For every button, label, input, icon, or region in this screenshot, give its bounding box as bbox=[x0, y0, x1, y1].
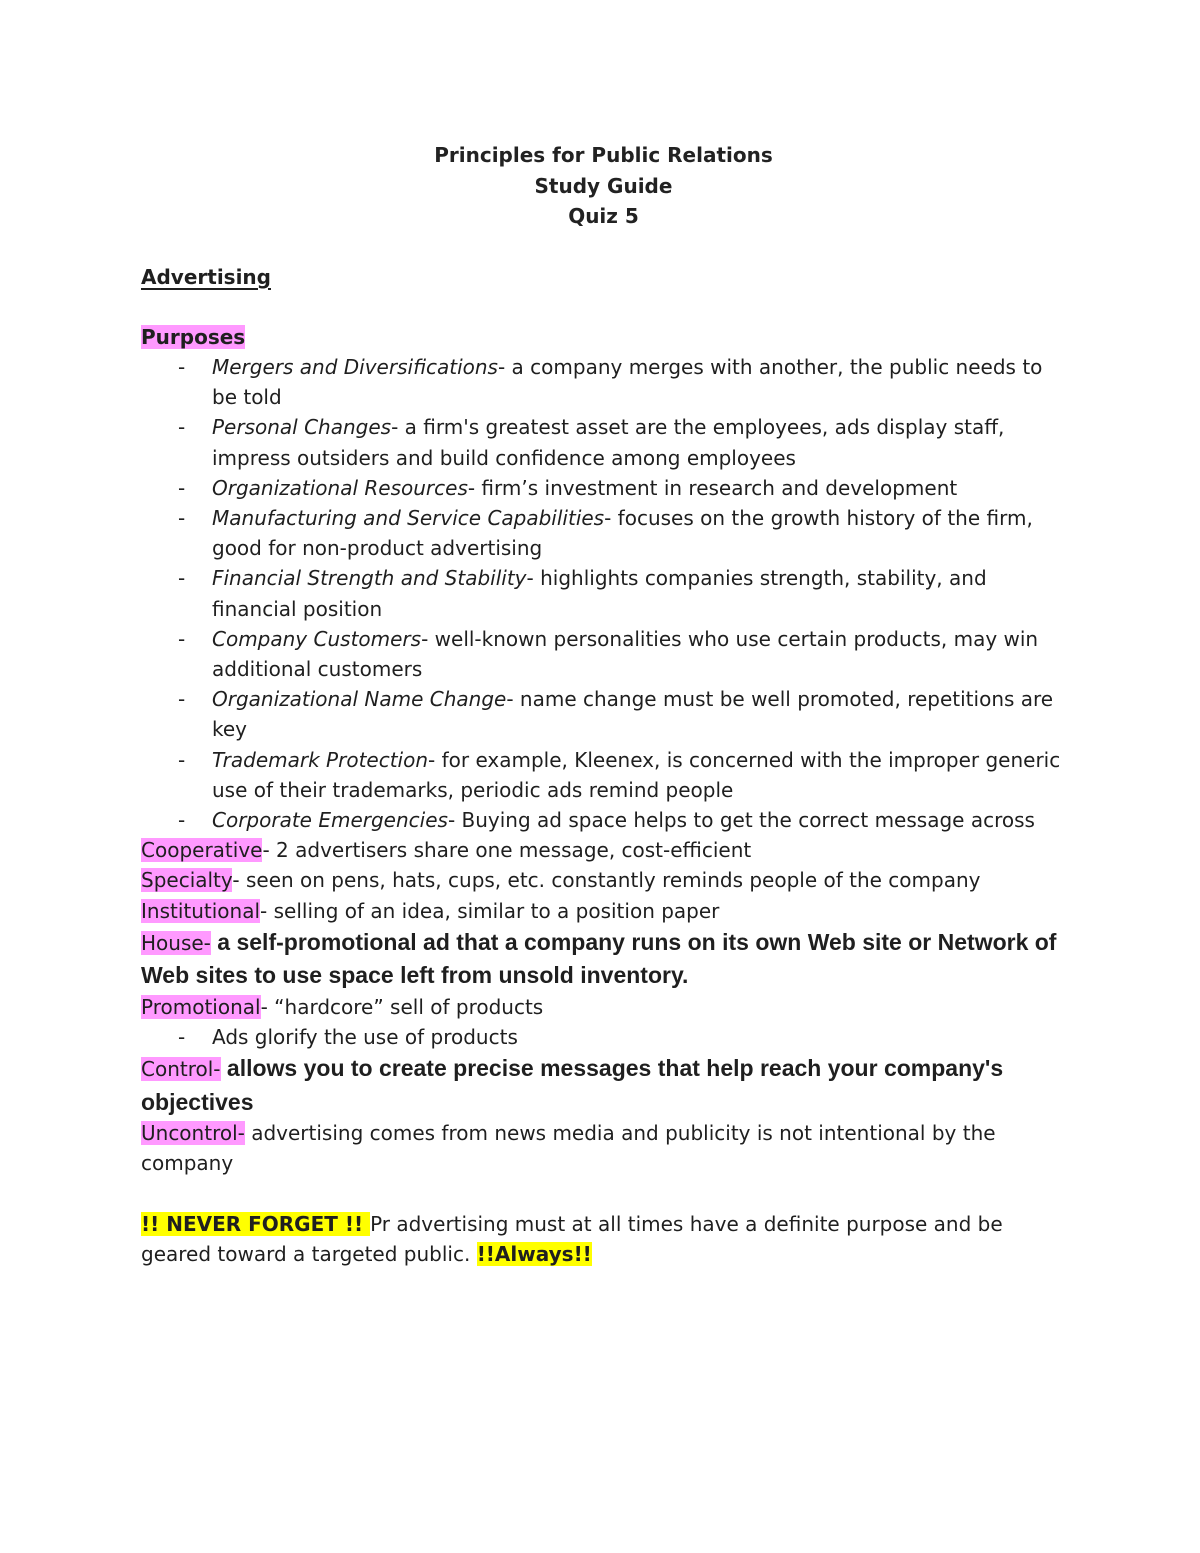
list-item bbox=[141, 805, 1066, 835]
purpose-term: Financial Strength and Stability bbox=[212, 566, 527, 591]
type-house bbox=[141, 926, 1066, 992]
type-label: Promotional bbox=[141, 994, 261, 1019]
type-uncontrol bbox=[141, 1118, 1066, 1178]
spacer bbox=[141, 1179, 1066, 1209]
list-item bbox=[141, 563, 1066, 623]
type-desc: allows you to create precise messages that help reach your company's objectives bbox=[141, 1055, 1004, 1115]
quiz-label: Quiz 5 bbox=[568, 204, 639, 228]
document-body bbox=[141, 140, 1066, 1269]
purpose-desc: - name change must be well promoted, repetitions are key bbox=[212, 687, 1054, 742]
type-desc: a self-promotional ad that a company runs on its own Web site or Network of Web sites to use space left from unsold inventory. bbox=[141, 928, 1057, 989]
type-desc: - selling of an idea, similar to a position paper bbox=[260, 898, 720, 923]
list-item: - Ads glorify the use of products bbox=[141, 1022, 1066, 1052]
purposes-list bbox=[141, 352, 1066, 835]
promotional-sublist bbox=[141, 1022, 1066, 1052]
purpose-term: Personal Changes bbox=[212, 415, 392, 440]
type-desc: - 2 advertisers share one message, cost-efficient bbox=[262, 838, 752, 863]
type-label: Institutional bbox=[141, 898, 261, 923]
purpose-term: Mergers and Diversifications bbox=[212, 354, 498, 379]
purpose-desc: - Buying ad space helps to get the correct message across bbox=[447, 807, 1035, 832]
purposes-label: Purposes bbox=[141, 324, 246, 349]
type-desc: - seen on pens, hats, cups, etc. constantly reminds people of the company bbox=[232, 868, 981, 893]
type-label: Uncontrol- bbox=[141, 1121, 245, 1146]
purpose-term: Manufacturing and Service Capabilities bbox=[212, 505, 605, 530]
purpose-term: Corporate Emergencies bbox=[212, 807, 448, 832]
type-label: House- bbox=[141, 930, 211, 955]
type-control bbox=[141, 1052, 1066, 1118]
purpose-desc: - for example, Kleenex, is concerned with the improper generic use of their trademarks, periodic ads remind people bbox=[212, 747, 1061, 802]
type-label: Control- bbox=[141, 1057, 221, 1082]
list-item bbox=[141, 684, 1066, 744]
purpose-term: Trademark Protection bbox=[212, 747, 429, 772]
purpose-desc: - a company merges with another, the public needs to be told bbox=[212, 354, 1043, 410]
always-label: !!Always!! bbox=[476, 1241, 592, 1266]
purpose-term: Organizational Name Change bbox=[212, 687, 507, 712]
purposes-heading bbox=[141, 322, 1066, 352]
list-item bbox=[141, 473, 1066, 503]
document-title: Principles for Public Relations bbox=[434, 143, 773, 167]
purpose-desc: - a firm's greatest asset are the employees, ads display staff, impress outsiders and build confidence among employees bbox=[212, 415, 1005, 470]
type-desc: - “hardcore” sell of products bbox=[260, 994, 544, 1019]
purpose-term: Company Customers bbox=[212, 626, 422, 651]
type-promotional bbox=[141, 992, 1066, 1022]
reminder-text: Pr advertising must at all times have a definite purpose and be geared toward a targeted public. bbox=[141, 1211, 1003, 1266]
type-specialty bbox=[141, 865, 1066, 895]
purpose-desc: - firm’s investment in research and development bbox=[467, 475, 958, 500]
section-title-advertising: Advertising bbox=[141, 264, 271, 289]
list-item bbox=[141, 624, 1066, 684]
reminder-note bbox=[141, 1209, 1066, 1269]
type-desc: advertising comes from news media and publicity is not intentional by the company bbox=[141, 1121, 996, 1176]
purpose-desc: - focuses on the growth history of the firm, good for non-product advertising bbox=[212, 505, 1033, 561]
purpose-desc: - well-known personalities who use certain products, may win additional customers bbox=[212, 626, 1039, 681]
type-cooperative bbox=[141, 835, 1066, 865]
list-item bbox=[141, 412, 1066, 472]
list-item bbox=[141, 745, 1066, 805]
document-subtitle: Study Guide bbox=[534, 173, 673, 198]
purpose-desc: - highlights companies strength, stability, and financial position bbox=[212, 566, 987, 621]
type-label: Cooperative bbox=[141, 838, 263, 863]
type-label: Specialty bbox=[141, 868, 233, 893]
never-forget-label: !! NEVER FORGET !! bbox=[141, 1211, 371, 1236]
list-item bbox=[141, 503, 1066, 563]
type-institutional bbox=[141, 896, 1066, 926]
purpose-term: Organizational Resources bbox=[212, 475, 468, 500]
list-item bbox=[141, 352, 1066, 412]
document-header bbox=[141, 140, 1066, 232]
